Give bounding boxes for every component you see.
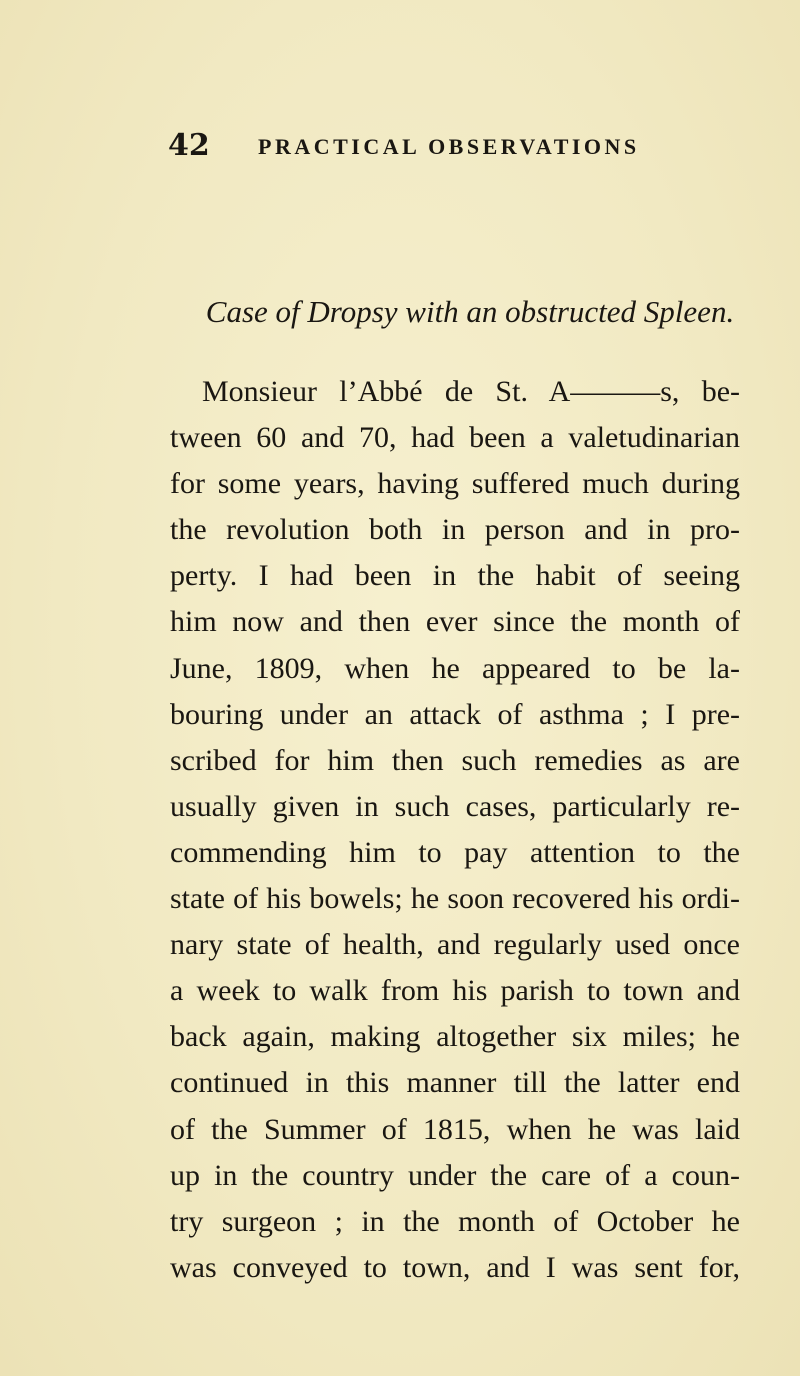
text-line: was conveyed to town, and I was sent for,	[170, 1250, 740, 1284]
text-line: nary state of health, and regularly used once	[170, 928, 740, 962]
running-head: PRACTICAL OBSERVATIONS	[258, 134, 640, 159]
text-line: June, 1809, when he appeared to be la-	[170, 651, 740, 685]
page-number: 42	[168, 128, 210, 163]
body-text	[170, 369, 740, 1291]
text-line: try surgeon ; in the month of October he	[170, 1204, 740, 1238]
text-line: for some years, having suffered much during	[170, 467, 740, 501]
text-line: of the Summer of 1815, when he was laid	[170, 1112, 740, 1146]
text-line: back again, making altogether six miles; he	[170, 1020, 740, 1054]
text-line: tween 60 and 70, had been a valetudinarian	[170, 421, 740, 455]
text-line: scribed for him then such remedies as are	[170, 743, 740, 777]
text-line: usually given in such cases, particularly re-	[170, 789, 740, 823]
text-line: a week to walk from his parish to town and	[170, 974, 740, 1008]
text-line: him now and then ever since the month of	[170, 605, 740, 639]
page-header	[168, 126, 760, 166]
text-line: bouring under an attack of asthma ; I pre-	[170, 697, 740, 731]
text-line: up in the country under the care of a coun-	[170, 1158, 740, 1192]
text-line: continued in this manner till the latter end	[170, 1066, 740, 1100]
text-line: commending him to pay attention to the	[170, 835, 740, 869]
text-line: perty. I had been in the habit of seeing	[170, 559, 740, 593]
case-heading: Case of Dropsy with an obstructed Spleen.	[205, 294, 735, 329]
text-line: state of his bowels; he soon recovered his ordi-	[170, 882, 740, 916]
text-line: the revolution both in person and in pro-	[170, 513, 740, 547]
text-line: Monsieur l’Abbé de St. A———s, be-	[202, 375, 740, 408]
